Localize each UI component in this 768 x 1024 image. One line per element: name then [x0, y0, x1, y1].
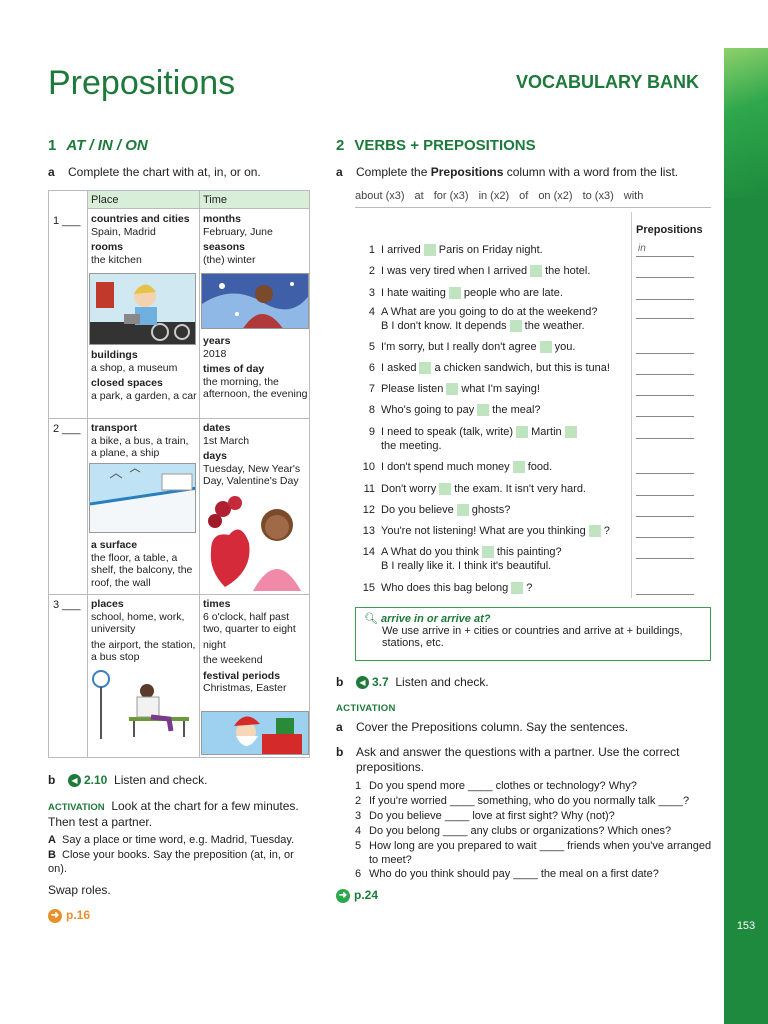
sentence-text: I was very tired when I arrived	[381, 265, 528, 277]
answer-line[interactable]	[636, 318, 694, 319]
answer-box[interactable]	[439, 483, 451, 495]
sentence-4	[355, 305, 625, 333]
chart-header	[87, 191, 309, 209]
answer-line[interactable]	[636, 473, 694, 474]
sentence-number: 3	[368, 287, 375, 299]
sentence-text: Don't worry	[381, 483, 437, 495]
answer-line[interactable]	[636, 353, 694, 354]
sentence-number: 10	[362, 461, 375, 473]
question-number: 2	[355, 795, 362, 807]
section1-activation: ACTIVATION Look at the chart for a few minutes. Then test a partner.	[48, 799, 299, 829]
sentence-text: I arrived	[381, 244, 421, 256]
sentence-text: I don't spend much money	[381, 461, 510, 473]
question-text: How long are you prepared to wait ____ friends when you've arranged to meet?	[369, 840, 712, 866]
answer-line[interactable]	[636, 395, 694, 396]
question-6	[355, 867, 715, 895]
answer-box[interactable]	[419, 362, 431, 374]
answer-box[interactable]	[513, 461, 525, 473]
row1-label: 1 ___	[53, 215, 81, 227]
answer-line[interactable]	[636, 594, 694, 595]
answer-box[interactable]	[540, 341, 552, 353]
sentence-10	[355, 460, 625, 474]
question-text: If you're worried ____ something, who do you normally talk ____?	[369, 795, 690, 807]
sentence-text: I'm sorry, but I really don't agree	[381, 341, 537, 353]
sentence-text: You're not listening! What are you thinking	[381, 525, 586, 537]
link-p24[interactable]: ➜ p.24	[336, 888, 378, 903]
winter-illustration	[201, 273, 309, 329]
sentence-text: Who's going to pay	[381, 404, 475, 416]
sentence-15	[355, 581, 625, 595]
sentence-13	[355, 524, 625, 538]
answer-line[interactable]	[636, 416, 694, 417]
tip-box: 🔍︎ arrive in or arrive at? We use arrive in + cities or countries and arrive at + buildings, stations, etc.	[355, 607, 711, 661]
section2-instruction: a Complete the Prepositions column with a word from the list.	[336, 165, 679, 179]
col-place: Place	[91, 194, 119, 206]
sentence-number: 13	[362, 525, 375, 537]
sentence-number: 5	[368, 341, 375, 353]
answer-box[interactable]	[516, 426, 528, 438]
sentence-number: 6	[368, 362, 375, 374]
sentence-text: Please listen	[381, 383, 444, 395]
sentence-text: Do you believe	[381, 504, 454, 516]
answer-line[interactable]	[636, 495, 694, 496]
sentence-9	[355, 425, 625, 453]
bus-stop-illustration	[89, 669, 196, 741]
sentence-text: the exam. It isn't very hard.	[454, 483, 586, 495]
answer-box[interactable]	[446, 383, 458, 395]
sentence-text: ghosts?	[471, 504, 511, 516]
sentence-text: I asked	[381, 362, 417, 374]
question-5	[355, 839, 715, 867]
sentence-text: B I really like it. I think it's beautiful.	[381, 560, 552, 572]
question-number: 5	[355, 840, 362, 852]
answer-line[interactable]	[636, 438, 694, 439]
section1-act-b: B Close your books. Say the preposition (at, in, or on).	[48, 849, 294, 875]
swap-roles: Swap roles.	[48, 883, 111, 897]
sentence-text: a chicken sandwich, but this is tuna!	[434, 362, 610, 374]
sentence-3	[355, 286, 625, 300]
sentence-text: the weather.	[524, 320, 585, 332]
prepositions-header: Prepositions	[636, 224, 703, 236]
sentence-11	[355, 482, 625, 496]
side-stripe-decoration	[724, 48, 768, 198]
row3-label: 3 ___	[53, 599, 81, 611]
sentence-text: A What are you going to do at the weekend?	[381, 306, 598, 318]
answer-box[interactable]	[565, 426, 577, 438]
sentence-text: this painting?	[496, 546, 562, 558]
answer-line[interactable]	[636, 516, 694, 517]
sentence-2	[355, 264, 625, 278]
search-icon: 🔍︎	[364, 613, 378, 625]
prepositions-chart	[48, 190, 310, 758]
row3-place: places school, home, work, university the airport, the station, a bus stop	[91, 598, 196, 663]
question-number: 4	[355, 825, 362, 837]
row3-time: times 6 o'clock, half past two, quarter to eight night the weekend festival periods Christmas, Easter	[203, 598, 296, 694]
sentence-number: 11	[363, 483, 375, 495]
row2-time: dates 1st March days Tuesday, New Year's Day, Valentine's Day	[203, 422, 301, 487]
example-answer: in	[638, 243, 646, 254]
row2-place-top: transport a bike, a bus, a train, a plane, a ship	[91, 422, 189, 459]
answer-line[interactable]	[636, 558, 694, 559]
section1-instruction: a Complete the chart with at, in, or on.	[48, 165, 261, 179]
answer-line[interactable]	[636, 299, 694, 300]
answer-line[interactable]	[636, 277, 694, 278]
sentence-text: food.	[527, 461, 553, 473]
sentence-8	[355, 403, 625, 417]
sentence-text: Martin	[531, 426, 562, 438]
sentence-number: 9	[368, 426, 375, 438]
question-text: Do you believe ____ love at first sight? Why (not)?	[369, 810, 615, 822]
question-number: 6	[355, 868, 362, 880]
page-title: Prepositions	[48, 64, 236, 102]
section-title: VOCABULARY BANK	[516, 72, 700, 92]
sentence-6	[355, 361, 625, 375]
row1-place-top: countries and cities Spain, Madrid rooms the kitchen	[91, 213, 190, 266]
link-p16[interactable]: ➜ p.16	[48, 908, 90, 923]
arrow-left-icon: ➜	[48, 909, 62, 923]
answer-box[interactable]	[511, 582, 523, 594]
row2-label: 2 ___	[53, 423, 81, 435]
christmas-illustration	[201, 711, 309, 755]
question-text: Do you belong ____ any clubs or organizations? Which ones?	[369, 825, 672, 837]
row2-place-bottom: a surface the floor, a table, a shelf, the balcony, the roof, the wall	[91, 539, 193, 589]
arrow-left-icon: ➜	[336, 889, 350, 903]
section1-listen: b ◀ 2.10 Listen and check.	[48, 773, 208, 787]
answer-box[interactable]	[457, 504, 469, 516]
sentence-number: 15	[362, 582, 375, 594]
section2-act-a: a Cover the Prepositions column. Say the sentences.	[336, 720, 629, 734]
answer-box[interactable]	[530, 265, 542, 277]
question-text: Who do you think should pay ____ the meal on a first date?	[369, 868, 659, 880]
sentence-12	[355, 503, 625, 517]
sentence-number: 2	[368, 265, 375, 277]
sentence-text: Who does this bag belong	[381, 582, 509, 594]
audio-icon[interactable]: ◀	[356, 676, 369, 689]
sentence-number: 14	[362, 546, 375, 558]
row1-place-bottom: buildings a shop, a museum closed spaces a park, a garden, a car	[91, 349, 197, 402]
page-number: 153	[736, 920, 756, 932]
sentence-number: 1	[368, 244, 375, 256]
section2-listen: b ◀ 3.7 Listen and check.	[336, 675, 489, 689]
sentence-text: Paris on Friday night.	[438, 244, 543, 256]
valentine-illustration	[201, 491, 309, 591]
sentence-number: 7	[368, 383, 375, 395]
sentence-text: I hate waiting	[381, 287, 446, 299]
sentence-text: you.	[554, 341, 576, 353]
answer-box[interactable]	[510, 320, 522, 332]
answer-box[interactable]	[589, 525, 601, 537]
question-text: Do you spend more ____ clothes or technology? Why?	[369, 780, 637, 792]
sentence-text: B I don't know. It depends	[381, 320, 507, 332]
sentence-5	[355, 340, 625, 354]
sentence-text: ?	[603, 525, 610, 537]
word-list: about (x3) at for (x3) in (x2) of on (x2) to (x3) with	[355, 190, 711, 208]
section2-heading: 2 VERBS + PREPOSITIONS	[336, 137, 536, 154]
sentence-number: 8	[368, 404, 375, 416]
audio-icon[interactable]: ◀	[68, 774, 81, 787]
ship-illustration	[89, 463, 196, 533]
sentence-text: the hotel.	[545, 265, 591, 277]
answer-box[interactable]	[477, 404, 489, 416]
sentence-1	[355, 243, 625, 257]
answer-line[interactable]	[636, 256, 694, 257]
section1-act-a: A Say a place or time word, e.g. Madrid, Tuesday.	[48, 834, 295, 846]
sentence-7	[355, 382, 625, 396]
section1-heading: 1 AT / IN / ON	[48, 137, 148, 154]
answer-box[interactable]	[424, 244, 436, 256]
sentence-number: 4	[368, 306, 375, 318]
section2-act-b: b Ask and answer the questions with a partner. Use the correct prepositions.	[336, 745, 680, 774]
answer-line[interactable]	[636, 374, 694, 375]
col-time: Time	[203, 194, 228, 206]
cooking-illustration	[89, 273, 196, 345]
sentence-text: A What do you think	[381, 546, 479, 558]
sentence-text: the meeting.	[381, 440, 442, 452]
sentence-text: I need to speak (talk, write)	[381, 426, 514, 438]
row1-time-top: months February, June seasons (the) winter	[203, 213, 273, 266]
answer-line[interactable]	[636, 537, 694, 538]
question-number: 3	[355, 810, 362, 822]
sentence-text: what I'm saying!	[461, 383, 540, 395]
answer-box[interactable]	[482, 546, 494, 558]
sentence-text: the meal?	[492, 404, 541, 416]
section2-activation: ACTIVATION	[336, 703, 396, 714]
question-number: 1	[355, 780, 362, 792]
sentence-14	[355, 545, 625, 573]
sentence-text: ?	[526, 582, 533, 594]
row1-time-bottom: years 2018 times of day the morning, the afternoon, the evening	[203, 335, 308, 400]
answer-box[interactable]	[449, 287, 461, 299]
sentence-text: people who are late.	[463, 287, 563, 299]
sentence-number: 12	[362, 504, 375, 516]
